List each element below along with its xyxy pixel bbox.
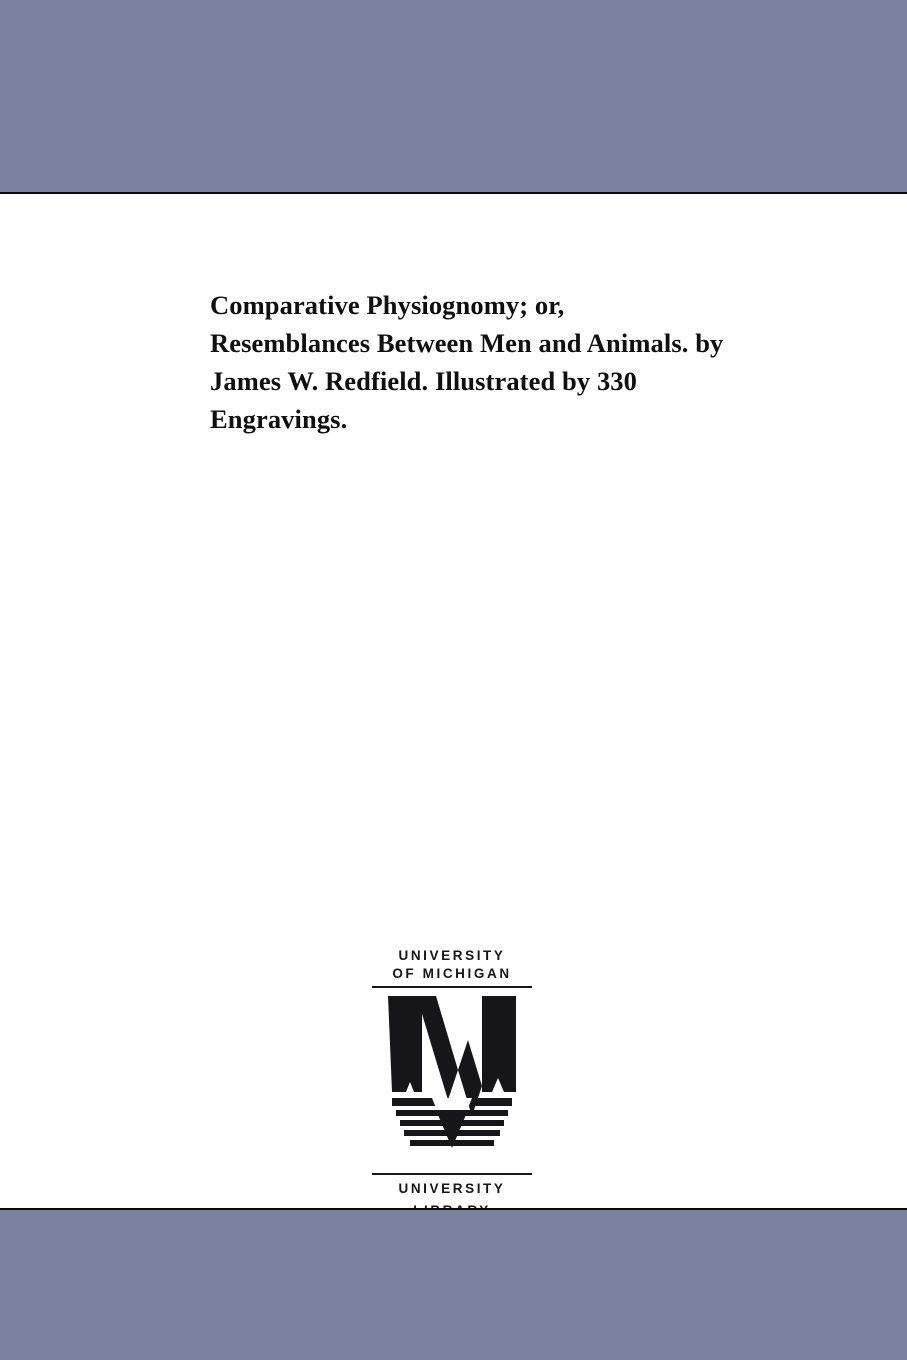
logo-divider-top [372,986,532,988]
logo-divider-bottom [372,1173,532,1175]
logo-line-university-bottom: UNIVERSITY [398,1181,506,1197]
logo-line-of-michigan: OF MICHIGAN [392,966,512,982]
page-title: Comparative Physiognomy; or, Resemblances Between Men and Animals. by James W. Redfield. Illustrated by 330 Engravings. [210,290,724,435]
bottom-color-band [0,1208,907,1360]
um-block-m-book-logo-icon [374,992,530,1170]
top-color-band [0,0,907,194]
university-logo [372,947,532,1221]
logo-line-university-top: UNIVERSITY [398,948,506,963]
